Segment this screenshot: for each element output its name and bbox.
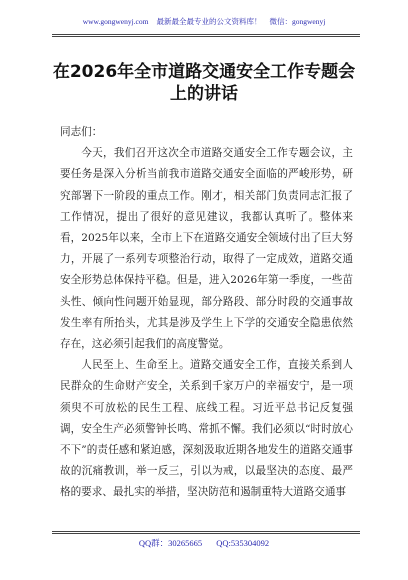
header-wechat: 微信：gongwenyj — [269, 17, 326, 26]
salutation: 同志们： — [60, 126, 103, 138]
paragraph-1: 今天，我们召开这次全市道路交通安全工作专题会议，主要任务是深入分析当前我市道路交通安全面临的严峻形势，研究部署下一阶段的重点工作。刚才，相关部门负责同志汇报了工作情况，提出了很好的意见建议，我都认真听了。整体来看，2025年以来，全市上下在道路交通安全领域付出了巨大努力，开展了一系列专项整治行动，取得了一定成效，道路交通安全形势总体保持平稳。但是，进入2026年第一季度，一些苗头性、倾向性问题开始显现，部分路段、部分时段的交通事故发生率有所抬头，尤其是涉及学生上下学的交通安全隐患依然存在，这必须引起我们的高度警觉。 — [60, 147, 353, 351]
header-divider — [52, 34, 360, 35]
paragraph-2: 人民至上、生命至上。道路交通安全工作，直接关系到人民群众的生命财产安全，关系到千家万户的幸福安宁，是一项须臾不可放松的民生工程、底线工程。习近平总书记反复强调，安全生产必须警钟长鸣、常抓不懈。我们必须以“时时放心不下”的责任感和紧迫感，深刻汲取近期各地发生的道路交通事故的沉痛教训，举一反三，引以为戒，以最坚决的态度、最严格的要求、最扎实的举措，坚决防范和遏制重特大道路交通事 — [60, 359, 353, 499]
document-title — [40, 61, 368, 105]
header-divider-second — [52, 36, 360, 37]
footer-qq-group: QQ群：30265665 — [138, 538, 203, 548]
header-website: www.gongwenyj.com — [82, 17, 149, 26]
footer-qq: QQ:535304092 — [216, 538, 270, 548]
title-line-1: 在2026年全市道路交通安全工作专题会 — [52, 62, 356, 82]
page-header — [0, 16, 408, 27]
header-slogan: 最新最全最专业的公文资料库！ — [156, 17, 262, 26]
footer-divider — [52, 531, 360, 532]
title-line-2: 上的讲话 — [170, 84, 238, 104]
page-footer — [0, 537, 408, 549]
footer-divider-second — [52, 533, 360, 534]
document-body — [60, 122, 353, 504]
